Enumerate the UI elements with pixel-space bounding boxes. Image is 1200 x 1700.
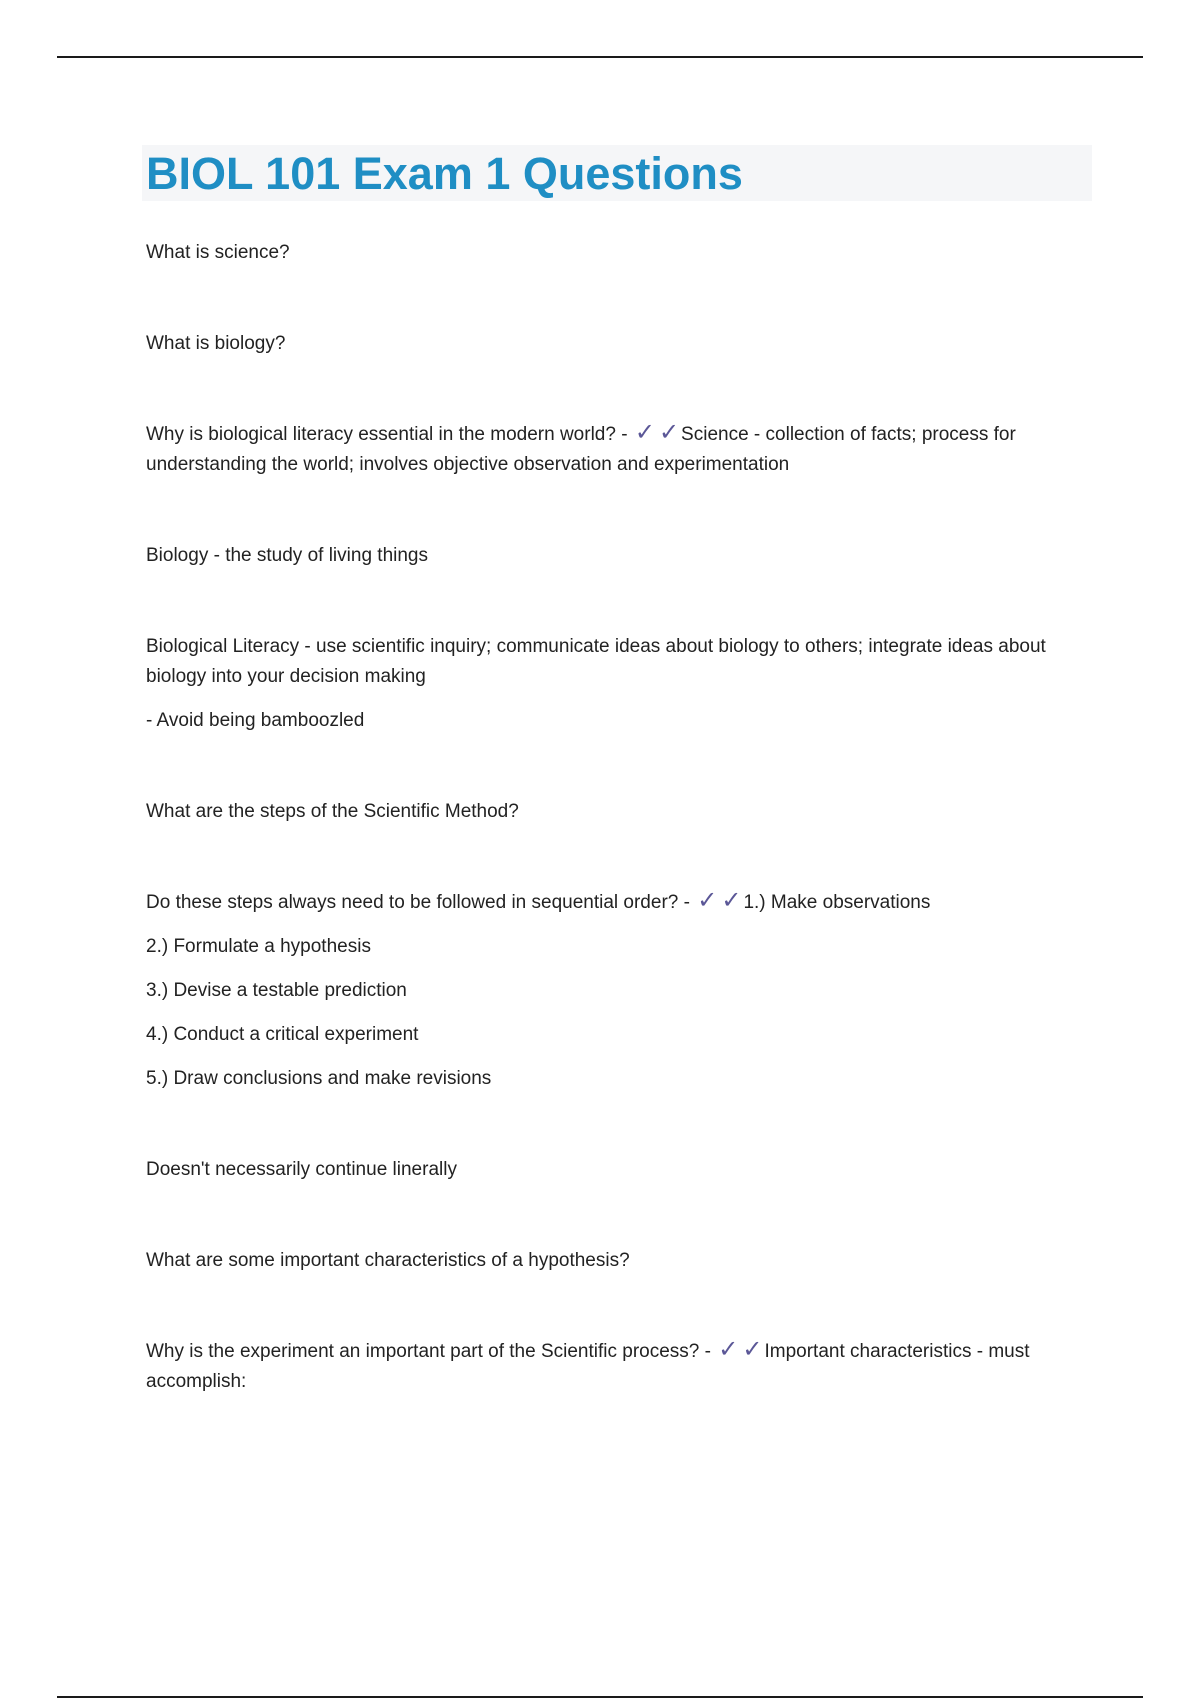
question-what-is-science: What is science? xyxy=(146,242,290,263)
question-what-is-biology: What is biology? xyxy=(146,333,286,354)
question-text: Why is biological literacy essential in the modern world? - xyxy=(146,424,628,445)
document-body xyxy=(146,238,1091,1397)
check-mark-icon: ✓ xyxy=(634,418,655,446)
step-draw-conclusions: 5.) Draw conclusions and make revisions xyxy=(146,1068,492,1089)
question-experiment-importance xyxy=(146,1337,1091,1397)
step-testable-prediction: 3.) Devise a testable prediction xyxy=(146,980,407,1001)
answer-text: Important characteristics - must accomplish: xyxy=(146,1341,1030,1392)
question-text: Do these steps always need to be followed in sequential order? - xyxy=(146,892,690,913)
check-mark-icon: ✓ xyxy=(742,1335,763,1363)
answer-text: 1.) Make observations xyxy=(743,892,931,913)
bottom-rule xyxy=(57,1696,1143,1698)
answer-text: Science - collection of facts; process for understanding the world; involves objective observation and experimentation xyxy=(146,424,1016,475)
question-sequential-order xyxy=(146,888,1091,918)
question-scientific-method-steps: What are the steps of the Scientific Method? xyxy=(146,801,519,822)
check-mark-icon: ✓ xyxy=(697,886,718,914)
top-rule xyxy=(57,56,1143,58)
answer-not-linear: Doesn't necessarily continue linerally xyxy=(146,1159,457,1180)
answer-avoid-bamboozled: - Avoid being bamboozled xyxy=(146,710,365,731)
check-mark-icon: ✓ xyxy=(718,1335,739,1363)
step-formulate-hypothesis: 2.) Formulate a hypothesis xyxy=(146,936,371,957)
step-critical-experiment: 4.) Conduct a critical experiment xyxy=(146,1024,419,1045)
question-hypothesis-characteristics: What are some important characteristics of a hypothesis? xyxy=(146,1250,630,1271)
question-text: Why is the experiment an important part of the Scientific process? - xyxy=(146,1341,711,1362)
check-mark-icon: ✓ xyxy=(721,886,742,914)
answer-biological-literacy: Biological Literacy - use scientific inquiry; communicate ideas about biology to others; integrate ideas about biology into your decision making xyxy=(146,636,1046,687)
document-title: BIOL 101 Exam 1 Questions xyxy=(146,148,743,199)
question-biological-literacy xyxy=(146,420,1091,480)
answer-biology-definition: Biology - the study of living things xyxy=(146,545,428,566)
check-mark-icon: ✓ xyxy=(658,418,680,446)
